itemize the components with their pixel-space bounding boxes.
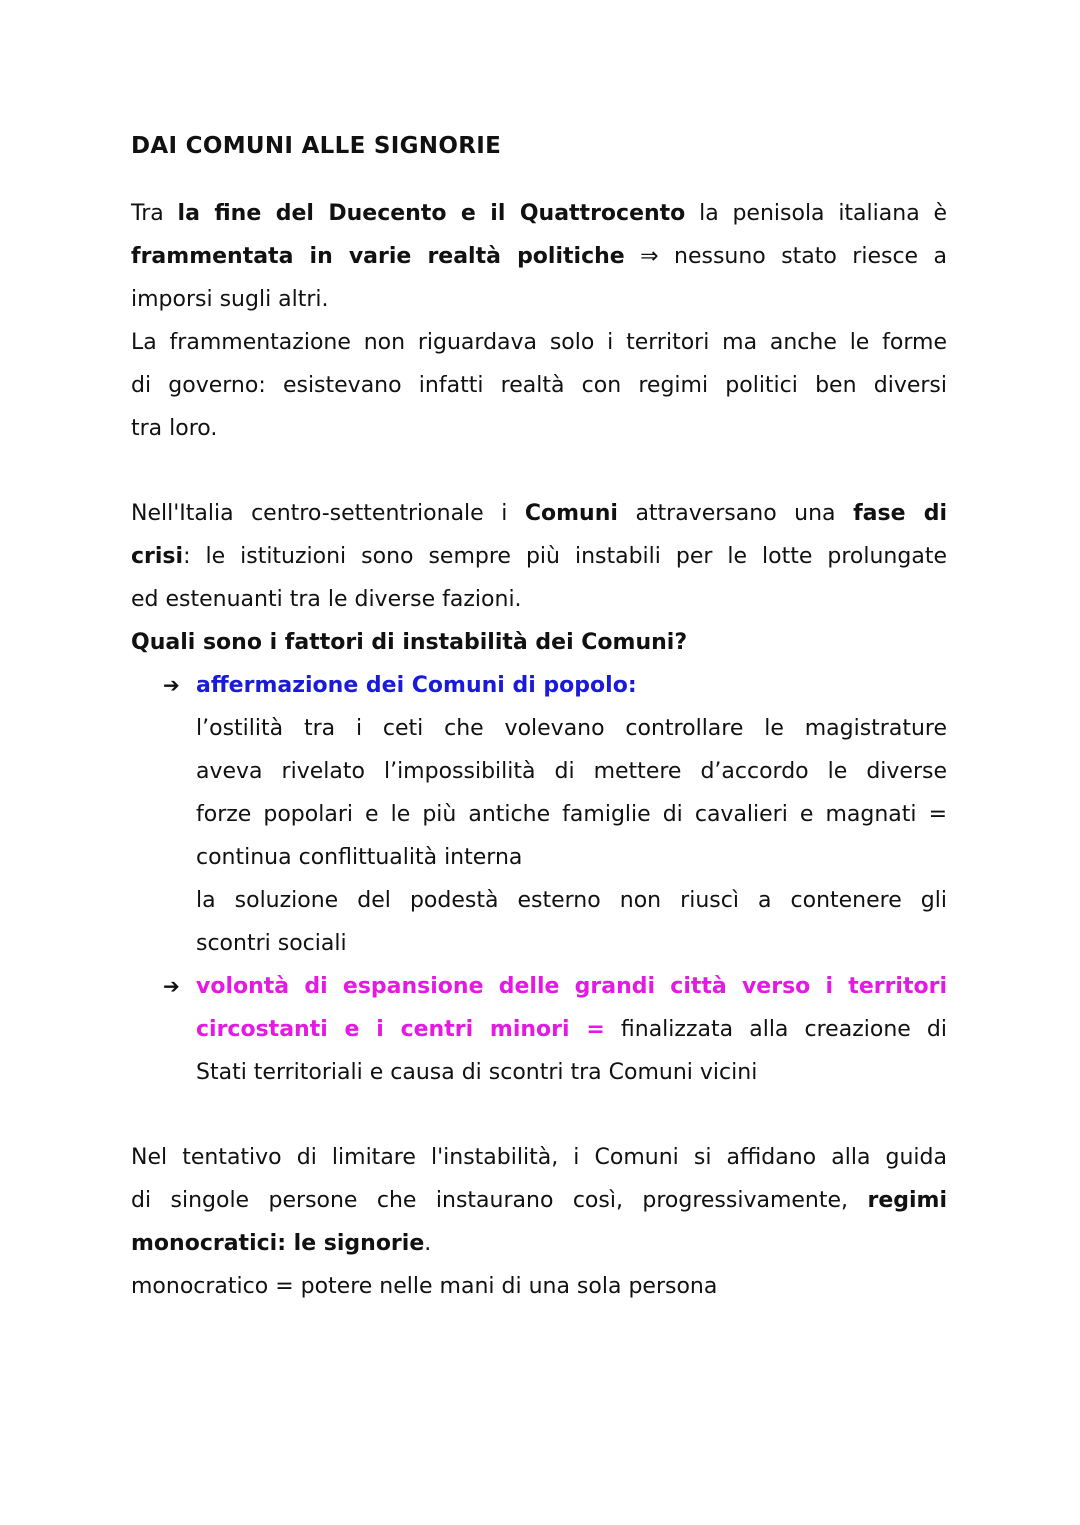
paragraph-line [131, 492, 947, 535]
paragraph-line [131, 535, 947, 578]
paragraph-line: di governo: esistevano infatti realtà con regimi politici ben diversi [131, 373, 947, 398]
arrow-right-icon: ➔ [163, 974, 180, 998]
paragraph-line: La frammentazione non riguardava solo i territori ma anche le forme [131, 330, 947, 355]
bullet-line [196, 1008, 947, 1051]
list-item [131, 965, 947, 1094]
text-run: attraversano una [617, 501, 854, 526]
list-item [131, 664, 947, 965]
factor-list [131, 664, 947, 1094]
bullet-title: volontà di espansione delle grandi città verso i territori [196, 974, 947, 999]
bold-text: crisi [131, 544, 184, 569]
paragraph-signorie [131, 1136, 947, 1308]
page-title: DAI COMUNI ALLE SIGNORIE [131, 133, 502, 159]
highlighted-text: circostanti e i centri minori = [196, 1017, 605, 1042]
arrow-right-icon: ➔ [163, 673, 180, 697]
bullet-line: Stati territoriali e causa di scontri tra Comuni vicini [196, 1060, 758, 1085]
bullet-title: affermazione dei Comuni di popolo: [196, 673, 637, 698]
bullet-line: forze popolari e le più antiche famiglie di cavalieri e magnati = [196, 802, 947, 827]
text-run: Tra [131, 201, 178, 226]
paragraph-line [131, 192, 947, 235]
paragraph-intro [131, 192, 947, 450]
text-run: . [424, 1231, 432, 1256]
paragraph-line: ed estenuanti tra le diverse fazioni. [131, 587, 522, 612]
bullet-line: continua conflittualità interna [196, 845, 523, 870]
bullet-line: la soluzione del podestà esterno non riuscì a contenere gli [196, 888, 947, 913]
bold-text: la fine del Duecento e il Quattrocento [177, 201, 686, 226]
paragraph-crisis [131, 492, 947, 621]
paragraph-line: Nel tentativo di limitare l'instabilità, i Comuni si affidano alla guida [131, 1145, 947, 1170]
bold-text: fase di [853, 501, 947, 526]
text-run: ⇒ nessuno stato riesce a [624, 244, 948, 269]
paragraph-line: tra loro. [131, 416, 218, 441]
text-run: la penisola italiana è [685, 201, 947, 226]
paragraph-line: imporsi sugli altri. [131, 287, 329, 312]
text-run: Nell'Italia centro-settentrionale i [131, 501, 525, 526]
bold-text: Comuni [524, 501, 618, 526]
bold-text: regimi [867, 1188, 947, 1213]
paragraph-line [131, 1222, 947, 1265]
bold-text: monocratici: le signorie [131, 1231, 425, 1256]
question-heading: Quali sono i fattori di instabilità dei Comuni? [131, 630, 688, 655]
definition-line: monocratico = potere nelle mani di una sola persona [131, 1274, 718, 1299]
text-run: finalizzata alla creazione di [604, 1017, 948, 1042]
paragraph-line [131, 1179, 947, 1222]
text-run: : le istituzioni sono sempre più instabili per le lotte prolungate [183, 544, 947, 569]
bullet-line: aveva rivelato l’impossibilità di mettere d’accordo le diverse [196, 759, 947, 784]
bullet-line: scontri sociali [196, 931, 347, 956]
bold-text: frammentata in varie realtà politiche [131, 244, 625, 269]
text-run: di singole persone che instaurano così, progressivamente, [131, 1188, 868, 1213]
bullet-line: l’ostilità tra i ceti che volevano controllare le magistrature [196, 716, 947, 741]
paragraph-line [131, 235, 947, 278]
